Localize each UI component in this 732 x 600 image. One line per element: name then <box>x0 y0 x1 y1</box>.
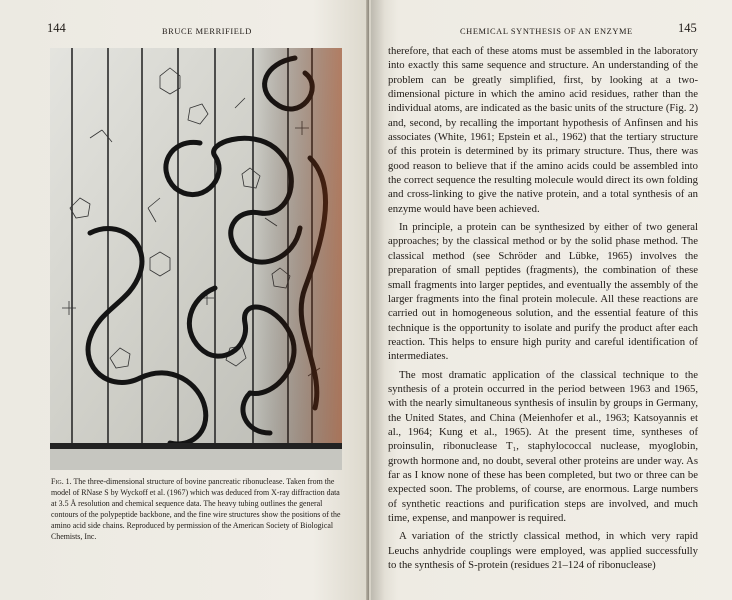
page-number-right: 145 <box>678 21 697 35</box>
running-head: BRUCE MERRIFIELD <box>162 27 252 36</box>
ribonuclease-model-photo <box>50 48 342 470</box>
body-text <box>388 44 698 576</box>
figure-caption-text: The three-dimensional structure of bovine pancreatic ribonuclease. Taken from the model of RNase S by Wyckoff et al. (1967) which was deduced from X-ray diffraction data at 3.5 Å resolution and chemical sequence data. The heavy tubing outlines the general contours of the polypeptide backbone, and the fine wire structures show the positions of the amino acid side chains. Reproduced by permission of the American Society of Biological Chemists, Inc. <box>51 477 341 541</box>
paragraph-4: A variation of the strictly classical method, in which very rapid Leuchs anhydride couplings were employed, was applied successfully to the synthesis of S-protein (residues 21–124 of ribonuclease) <box>388 530 698 572</box>
figure-caption <box>51 477 345 542</box>
page-number: 144 <box>47 21 66 35</box>
running-head-right: CHEMICAL SYNTHESIS OF AN ENZYME <box>460 27 633 36</box>
paragraph-3: The most dramatic application of the classical technique to the synthesis of a protein occurred in the period between 1963 and 1965, with the nearly simultaneous synthesis of insulin by groups in Germany, the United States, and China (Meienhofer et al., 1963; Katsoyannis et al., 1964; Kung et al., 1965). At the present time, syntheses of proinsulin, ribonuclease T₁, staphylococcal nuclease, myoglobin, growth hormone and, no doubt, several other proteins are under way. As far as I know none of these has been completed, but two or three can be expected soon. The problems, of course, are enormous. Large numbers of synthetic reactions and purification steps are involved, and much time, expense, and manpower is required. <box>388 368 698 524</box>
paragraph-2: In principle, a protein can be synthesized by either of two general approaches; by the classical method or by the solid phase method. The classical method (see Schröder and Lübke, 1965) involves the preparation of small peptides (fragments), the combination of these small fragments into larger peptides, and eventually the assembly of the larger fragments into the final protein molecule. All these reactions are carried out in homogeneous solution, and the essential feature of this technique is the opportunity to isolate and purify the product after each reaction. This helps to ensure high purity and careful identification of intermediates. <box>388 221 698 363</box>
paragraph-1: therefore, that each of these atoms must be assembled in the laboratory into exactly this same sequence and structure. An understanding of the problem can be greatly simplified, first, by looking at a two-dimensional picture in which the amino acid residues, rather than the individual atoms, are indicated as the basic units of the structure (Fig. 2) and, second, by recalling the important hypothesis of Anfinsen and his associates (White, 1961; Epstein et al., 1962) that the tertiary structure of this protein is determined by its primary structure. Thus, there was good reason to believe that if the amino acids could be assembled into the correct sequence the resulting molecule would direct its own folding and cross-linking to give the native protein, and a total synthesis of an enzyme would have been achieved. <box>388 45 698 215</box>
figure-caption-label: Fig. 1. <box>51 477 72 486</box>
